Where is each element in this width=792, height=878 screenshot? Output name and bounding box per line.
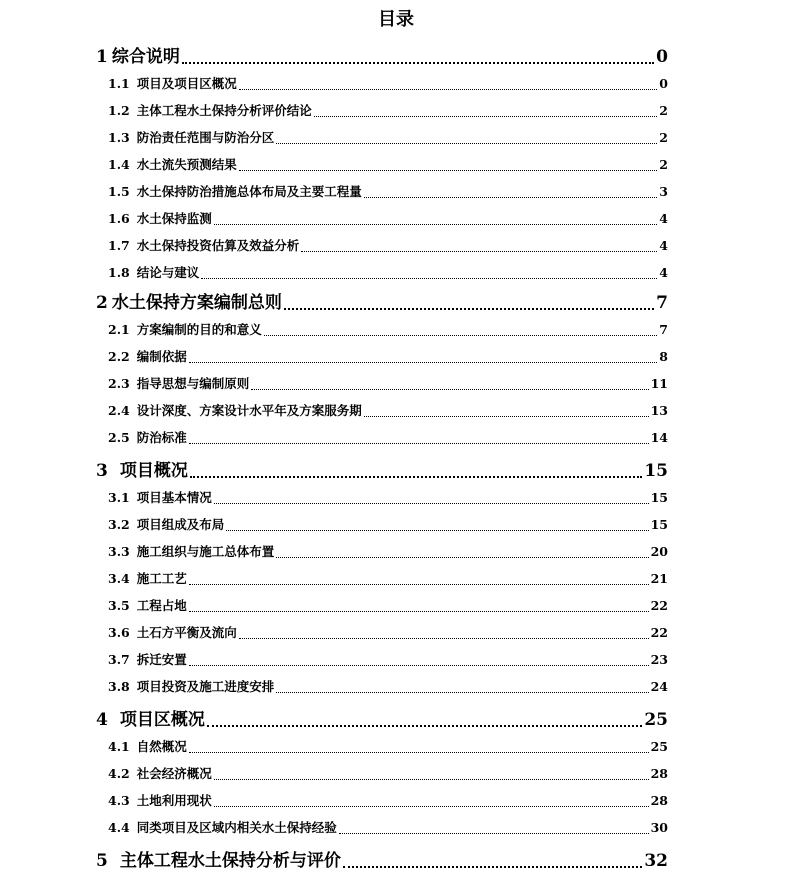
- toc-entry-number: 3.4: [108, 571, 130, 586]
- toc-entry-number: 3.8: [108, 679, 130, 694]
- toc-entry-label: 防治责任范围与防治分区: [136, 130, 275, 145]
- toc-entry-number: 2.3: [108, 376, 130, 391]
- toc-entry-number: 5: [96, 851, 108, 871]
- toc-entry-number: 3.3: [108, 544, 130, 559]
- toc-entry-page: 11: [650, 376, 668, 391]
- toc-entry-number: 3: [96, 461, 108, 481]
- toc-entry-number: 1.4: [108, 157, 130, 172]
- toc-entry-page: 25: [644, 710, 668, 730]
- toc-entry-label: 土地利用现状: [136, 793, 212, 808]
- toc-entry-number: 3.6: [108, 625, 130, 640]
- toc-section-entry[interactable]: [108, 128, 668, 148]
- toc-leader-dots: [239, 638, 649, 639]
- toc-section-entry[interactable]: [108, 428, 668, 448]
- toc-leader-dots: [339, 833, 649, 834]
- toc-entry-label: 项目组成及布局: [136, 517, 225, 532]
- toc-section-entry[interactable]: [108, 623, 668, 643]
- toc-chapter-entry[interactable]: [96, 707, 668, 733]
- toc-entry-number: 4.3: [108, 793, 130, 808]
- toc-chapter-entry[interactable]: [96, 44, 668, 70]
- toc-entry-label: 项目基本情况: [136, 490, 212, 505]
- toc-entry-page: 22: [650, 598, 668, 613]
- toc-entry-number: 1.1: [108, 76, 130, 91]
- toc-chapter-entry[interactable]: [96, 290, 668, 316]
- toc-entry-page: 7: [659, 322, 668, 337]
- toc-entry-number: 1: [96, 47, 108, 67]
- toc-leader-dots: [226, 530, 648, 531]
- toc-leader-dots: [239, 89, 658, 90]
- toc-entry-page: 2: [659, 157, 668, 172]
- toc-entry-page: 3: [659, 184, 668, 199]
- toc-entry-number: 4.4: [108, 820, 130, 835]
- toc-entry-label: 防治标准: [136, 430, 187, 445]
- toc-entry-number: 4.1: [108, 739, 130, 754]
- toc-entry-number: 4: [96, 710, 108, 730]
- toc-entry-page: 2: [659, 130, 668, 145]
- toc-leader-dots: [190, 476, 642, 478]
- toc-section-entry[interactable]: [108, 320, 668, 340]
- toc-entry-page: 2: [659, 103, 668, 118]
- toc-entry-label: 社会经济概况: [136, 766, 212, 781]
- toc-entry-label: 水土流失预测结果: [136, 157, 237, 172]
- toc-entry-page: 32: [644, 851, 668, 871]
- toc-leader-dots: [214, 224, 658, 225]
- toc-entry-page: 23: [650, 652, 668, 667]
- toc-leader-dots: [284, 308, 654, 310]
- toc-section-entry[interactable]: [108, 101, 668, 121]
- toc-leader-dots: [214, 503, 649, 504]
- toc-leader-dots: [276, 557, 648, 558]
- toc-section-entry[interactable]: [108, 263, 668, 283]
- toc-entry-page: 28: [650, 793, 668, 808]
- toc-section-entry[interactable]: [108, 74, 668, 94]
- toc-section-entry[interactable]: [108, 209, 668, 229]
- toc-section-entry[interactable]: [108, 818, 668, 838]
- toc-entry-label: 主体工程水土保持分析与评价: [119, 851, 341, 871]
- toc-entry-label: 项目概况: [119, 461, 188, 481]
- toc-leader-dots: [314, 116, 658, 117]
- toc-entry-label: 土石方平衡及流向: [136, 625, 237, 640]
- toc-entry-page: 20: [650, 544, 668, 559]
- toc-entry-page: 8: [659, 349, 668, 364]
- toc-section-entry[interactable]: [108, 596, 668, 616]
- toc-section-entry[interactable]: [108, 182, 668, 202]
- toc-chapter-entry[interactable]: [96, 458, 668, 484]
- toc-leader-dots: [207, 725, 642, 727]
- toc-entry-label: 项目区概况: [119, 710, 205, 730]
- toc-section-entry[interactable]: [108, 155, 668, 175]
- toc-leader-dots: [189, 611, 649, 612]
- toc-leader-dots: [343, 866, 642, 868]
- toc-entry-label: 水土保持防治措施总体布局及主要工程量: [136, 184, 362, 199]
- toc-leader-dots: [364, 197, 658, 198]
- toc-entry-number: 1.8: [108, 265, 130, 280]
- toc-entry-label: 编制依据: [136, 349, 187, 364]
- toc-entry-page: 14: [650, 430, 668, 445]
- toc-entry-page: 15: [644, 461, 668, 481]
- toc-entry-page: 4: [659, 238, 668, 253]
- toc-leader-dots: [214, 779, 649, 780]
- toc-entry-page: 15: [650, 490, 668, 505]
- toc-section-entry[interactable]: [108, 515, 668, 535]
- toc-chapter-entry[interactable]: [96, 848, 668, 874]
- toc-leader-dots: [189, 443, 649, 444]
- toc-leader-dots: [364, 416, 649, 417]
- toc-section-entry[interactable]: [108, 791, 668, 811]
- toc-leader-dots: [251, 389, 648, 390]
- toc-entry-number: 2.4: [108, 403, 130, 418]
- toc-leader-dots: [239, 170, 658, 171]
- toc-entry-label: 项目投资及施工进度安排: [136, 679, 275, 694]
- toc-section-entry[interactable]: [108, 347, 668, 367]
- toc-entry-page: 4: [659, 265, 668, 280]
- toc-entry-label: 项目及项目区概况: [136, 76, 237, 91]
- toc-entry-number: 3.2: [108, 517, 130, 532]
- toc-entry-label: 结论与建议: [136, 265, 200, 280]
- toc-entry-page: 4: [659, 211, 668, 226]
- toc-entry-label: 方案编制的目的和意义: [136, 322, 262, 337]
- toc-entry-number: 1.3: [108, 130, 130, 145]
- toc-entry-page: 28: [650, 766, 668, 781]
- toc-entry-page: 25: [650, 739, 668, 754]
- toc-leader-dots: [276, 143, 657, 144]
- toc-section-entry[interactable]: [108, 677, 668, 697]
- toc-entry-label: 工程占地: [136, 598, 187, 613]
- toc-leader-dots: [276, 692, 648, 693]
- toc-entry-page: 22: [650, 625, 668, 640]
- toc-leader-dots: [214, 806, 649, 807]
- toc-entry-page: 30: [650, 820, 668, 835]
- toc-section-entry[interactable]: [108, 737, 668, 757]
- toc-entry-number: 1.6: [108, 211, 130, 226]
- toc-entry-label: 设计深度、方案设计水平年及方案服务期: [136, 403, 362, 418]
- toc-entry-number: 4.2: [108, 766, 130, 781]
- toc-entry-number: 3.5: [108, 598, 130, 613]
- toc-entry-page: 13: [650, 403, 668, 418]
- toc-section-entry[interactable]: [108, 650, 668, 670]
- toc-entry-number: 1.7: [108, 238, 130, 253]
- toc-leader-dots: [189, 752, 649, 753]
- toc-section-entry[interactable]: [108, 542, 668, 562]
- toc-entry-page: 0: [659, 76, 668, 91]
- toc-entry-label: 施工工艺: [136, 571, 187, 586]
- toc-leader-dots: [182, 62, 654, 64]
- toc-entry-label: 指导思想与编制原则: [136, 376, 250, 391]
- toc-entry-page: 0: [656, 47, 668, 67]
- toc-section-entry[interactable]: [108, 236, 668, 256]
- toc-entry-label: 水土保持监测: [136, 211, 212, 226]
- toc-entry-number: 2.5: [108, 430, 130, 445]
- toc-entry-number: 2: [96, 293, 108, 313]
- toc-entry-label: 自然概况: [136, 739, 187, 754]
- toc-section-entry[interactable]: [108, 374, 668, 394]
- toc-section-entry[interactable]: [108, 569, 668, 589]
- toc-entry-label: 同类项目及区域内相关水土保持经验: [136, 820, 337, 835]
- toc-leader-dots: [201, 278, 657, 279]
- toc-entry-number: 3.7: [108, 652, 130, 667]
- toc-entry-page: 24: [650, 679, 668, 694]
- toc-entry-label: 拆迁安置: [136, 652, 187, 667]
- toc-entry-label: 水土保持投资估算及效益分析: [136, 238, 300, 253]
- toc-entry-label: 水土保持方案编制总则: [111, 293, 282, 313]
- toc-entry-page: 15: [650, 517, 668, 532]
- toc-title: 目录: [378, 9, 414, 30]
- toc-entry-label: 综合说明: [111, 47, 180, 67]
- toc-section-entry[interactable]: [108, 401, 668, 421]
- toc-entry-number: 1.2: [108, 103, 130, 118]
- toc-leader-dots: [264, 335, 658, 336]
- toc-section-entry[interactable]: [108, 488, 668, 508]
- toc-entry-number: 2.1: [108, 322, 130, 337]
- toc-entry-page: 21: [650, 571, 668, 586]
- toc-section-entry[interactable]: [108, 764, 668, 784]
- toc-leader-dots: [189, 362, 658, 363]
- toc-entry-label: 施工组织与施工总体布置: [136, 544, 275, 559]
- toc-entry-number: 2.2: [108, 349, 130, 364]
- toc-entry-page: 7: [656, 293, 668, 313]
- toc-entry-label: 主体工程水土保持分析评价结论: [136, 103, 312, 118]
- toc-leader-dots: [189, 665, 649, 666]
- toc-entry-number: 3.1: [108, 490, 130, 505]
- toc-entry-number: 1.5: [108, 184, 130, 199]
- toc-leader-dots: [301, 251, 657, 252]
- toc-leader-dots: [189, 584, 649, 585]
